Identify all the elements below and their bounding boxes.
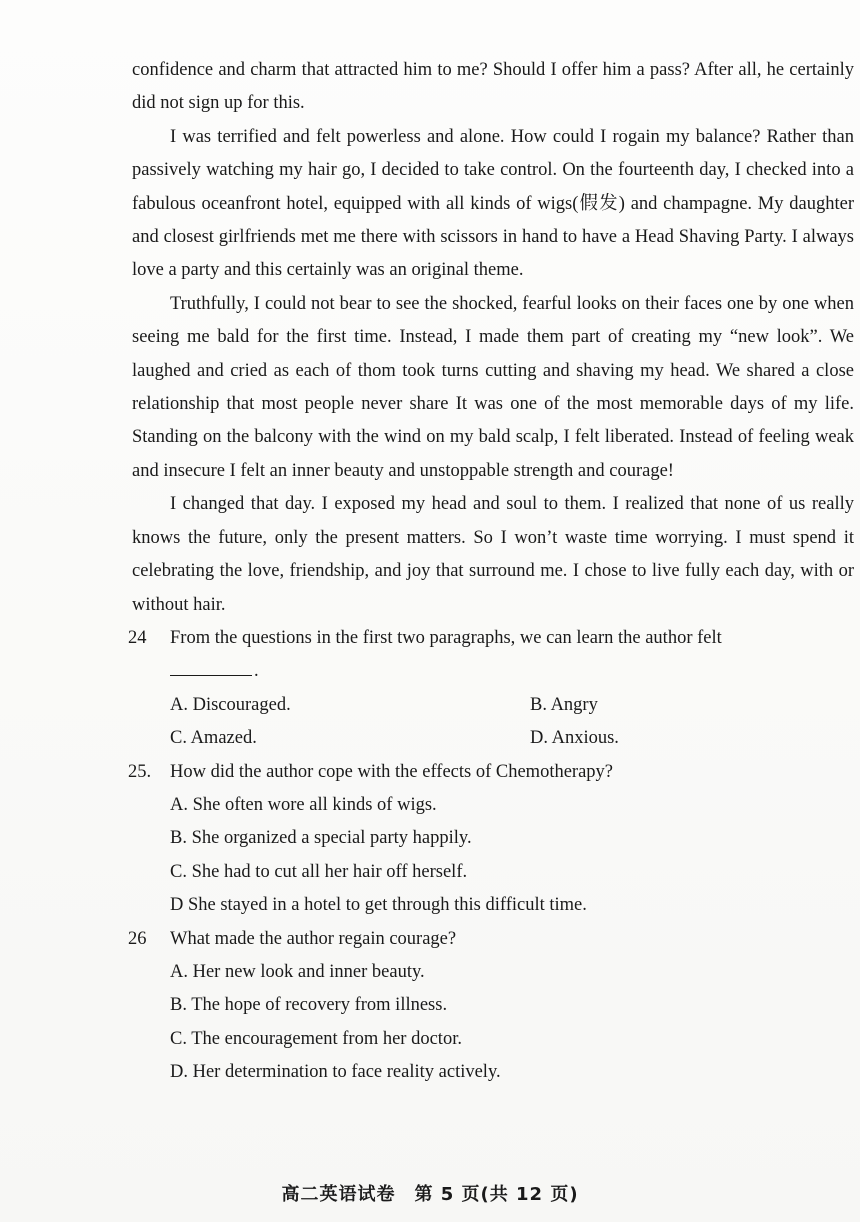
options-grid xyxy=(132,689,854,756)
passage-paragraph-4: I changed that day. I exposed my head and soul to them. I realized that none of us really knows the future, only the present matters. So I won’t waste time worrying. I must spend it celebrating the love, friendship, and joy that surround me. I chose to live fully each day, with or without hair. xyxy=(132,494,854,615)
question-stem: What made the author regain courage? xyxy=(170,928,457,949)
option-d: D She stayed in a hotel to get through this difficult time. xyxy=(170,895,587,916)
question-stem-text: From the questions in the first two paragraphs, we can learn the author felt xyxy=(170,627,722,648)
option-a: A. Her new look and inner beauty. xyxy=(170,961,425,982)
answer-blank xyxy=(170,655,252,676)
option-c: C. She had to cut all her hair off herself. xyxy=(170,861,468,882)
option-d: D. Anxious. xyxy=(530,728,619,749)
option-b: B. She organized a special party happily. xyxy=(170,828,472,849)
option-b: B. The hope of recovery from illness. xyxy=(170,995,448,1016)
question-26 xyxy=(128,923,854,1090)
passage-paragraph-3: Truthfully, I could not bear to see the shocked, fearful looks on their faces one by one when seeing me bald for the first time. Instead, I made them part of creating my “new look”. We laughed and cried as each of thom took turns cutting and shaving my head. We shared a close relationship that most people never share It was one of the most memorable days of my life. Standing on the balcony with the wind on my bald scalp, I felt liberated. Instead of feeling weak and insecure I felt an inner beauty and unstoppable strength and courage! xyxy=(132,293,854,481)
passage-paragraph-2: I was terrified and felt powerless and alone. How could I rogain my balance? Rather than passively watching my hair go, I decided to take control. On the fourteenth day, I checked into a fabulous oceanfront hotel, equipped with all kinds of wigs(假发) and champagne. My daughter and closest girlfriends met me there with scissors in hand to have a Head Shaving Party. I always love a party and this certainly was an original theme. xyxy=(132,126,854,281)
question-stem-end: . xyxy=(254,661,259,682)
question-number: 25. xyxy=(128,761,152,782)
option-c: C. The encouragement from her doctor. xyxy=(170,1028,462,1049)
question-stem-row xyxy=(128,622,854,689)
option-d: D. Her determination to face reality actively. xyxy=(170,1062,501,1083)
option-c: C. Amazed. xyxy=(170,728,257,749)
question-24 xyxy=(128,622,854,756)
question-stem xyxy=(170,622,854,689)
option-a: A. She often wore all kinds of wigs. xyxy=(170,794,437,815)
question-number: 24 xyxy=(128,627,147,648)
page-footer: 高二英语试卷 第 5 页(共 12 页) xyxy=(281,1184,579,1205)
option-a: A. Discouraged. xyxy=(170,694,291,715)
question-stem: How did the author cope with the effects of Chemotherapy? xyxy=(170,761,614,782)
question-number: 26 xyxy=(128,928,147,949)
question-25 xyxy=(128,756,854,923)
question-stem-row xyxy=(128,756,854,789)
page-content xyxy=(128,54,854,1090)
passage-paragraph-continued: confidence and charm that attracted him to me? Should I offer him a pass? After all, he certainly did not sign up for this. xyxy=(132,60,854,114)
question-stem-row xyxy=(128,923,854,956)
option-b: B. Angry xyxy=(530,694,598,715)
